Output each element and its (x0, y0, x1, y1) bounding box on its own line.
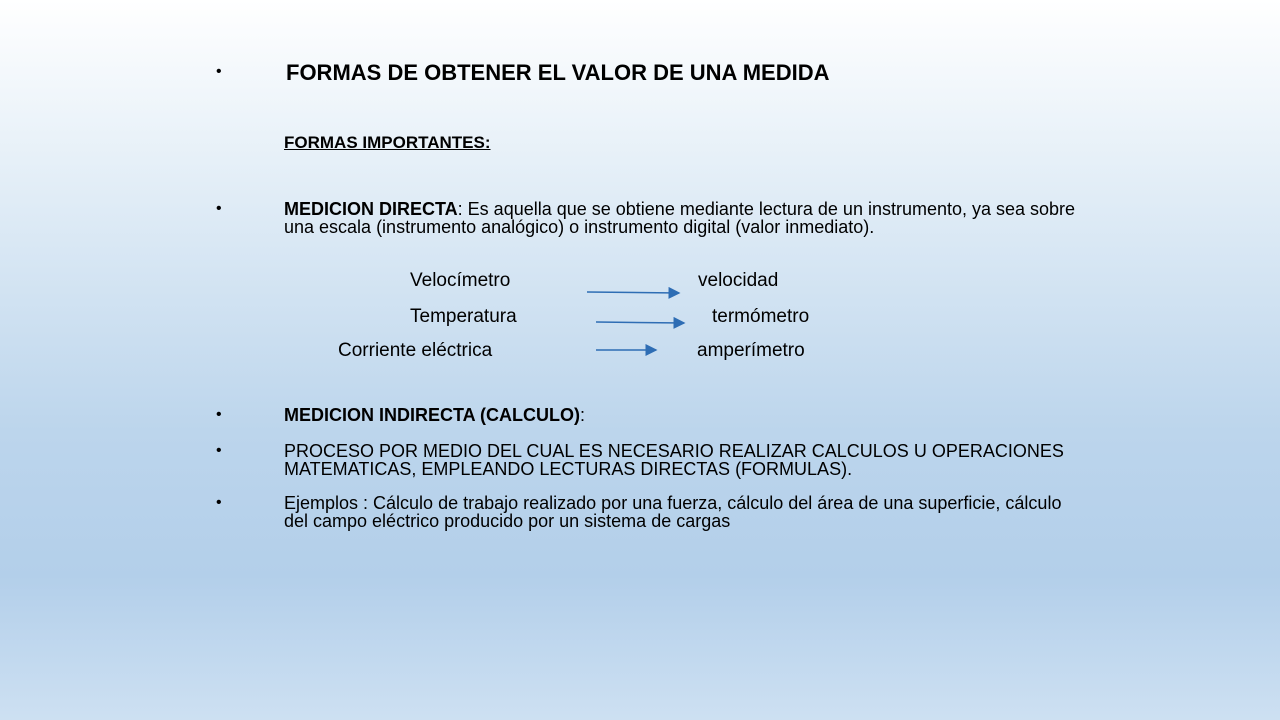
bullet-marker: • (216, 494, 222, 511)
examples-paragraph: Ejemplos : Cálculo de trabajo realizado por una fuerza, cálculo del área de una superficie, cálculo del campo eléctrico producido por un sistema de cargas (284, 493, 1062, 531)
direct-measurement-term: MEDICION DIRECTA (284, 199, 458, 219)
direct-measurement-text: : Es aquella que se obtiene mediante lectura de un instrumento, ya sea sobre una escala (instrumento analógico) o instrumento digital (valor inmediato). (284, 199, 1076, 237)
pair-left-2: Temperatura (410, 306, 517, 327)
indirect-measurement-paragraph (284, 406, 1084, 424)
subheading: FORMAS IMPORTANTES: (284, 133, 491, 152)
direct-measurement-paragraph (284, 200, 1084, 236)
bullet-marker: • (216, 442, 222, 459)
arrow-2 (596, 322, 684, 323)
indirect-measurement-colon: : (579, 405, 585, 425)
bullet-marker: • (216, 200, 222, 217)
bullet-marker: • (216, 63, 222, 80)
process-paragraph: PROCESO POR MEDIO DEL CUAL ES NECESARIO REALIZAR CALCULOS U OPERACIONES MATEMATICAS, EMPLEANDO LECTURAS DIRECTAS (FORMULAS). (284, 441, 1064, 479)
pair-right-3: amperímetro (697, 340, 805, 361)
pair-right-1: velocidad (698, 270, 779, 291)
pair-left-1: Velocímetro (410, 270, 511, 291)
bullet-marker: • (216, 406, 222, 423)
slide-title: FORMAS DE OBTENER EL VALOR DE UNA MEDIDA (286, 60, 830, 85)
pair-right-2: termómetro (712, 306, 810, 327)
pair-left-3: Corriente eléctrica (338, 340, 493, 361)
indirect-measurement-term: MEDICION INDIRECTA (CALCULO) (284, 405, 580, 425)
arrow-1 (587, 292, 679, 293)
